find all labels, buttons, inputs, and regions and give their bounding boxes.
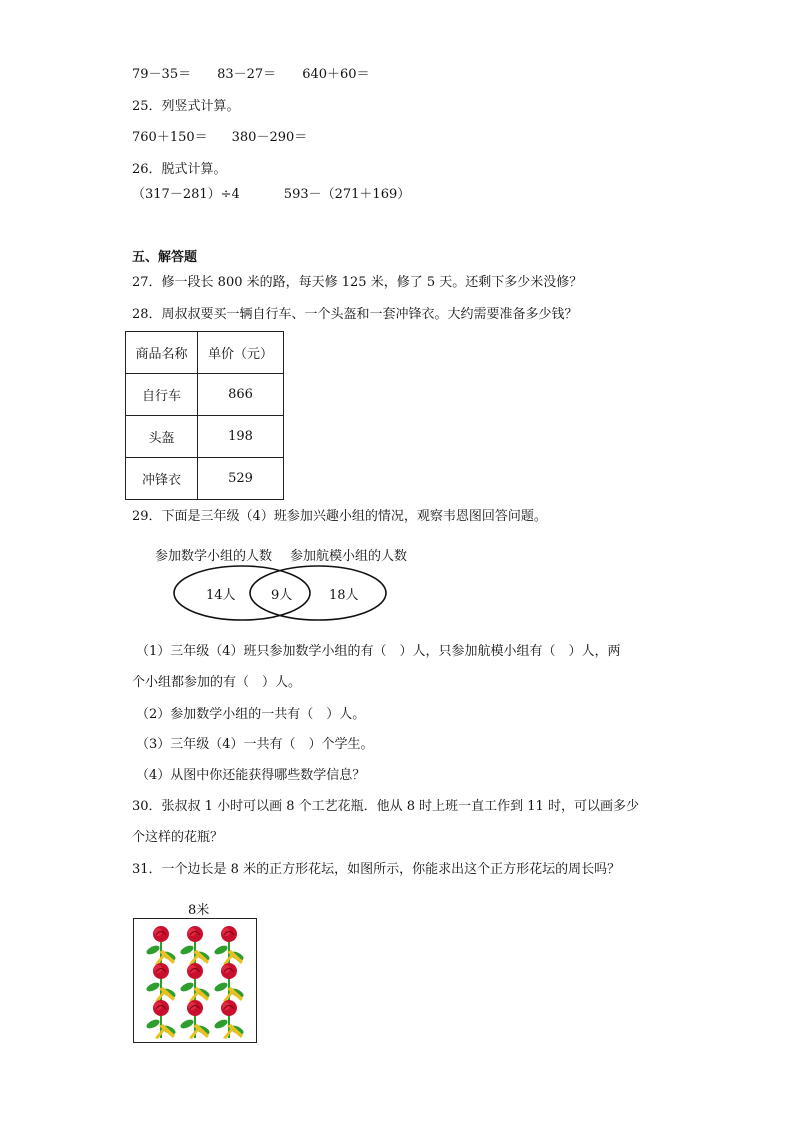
q26-expr-2: 593－（271＋169）: [283, 187, 411, 202]
venn-label-math: 参加数学小组的人数: [155, 549, 273, 564]
q26-expr-1: （317－281）÷4: [132, 187, 240, 202]
q25-calc-2: 380－290＝: [231, 130, 308, 145]
rose-icon: [213, 1000, 245, 1039]
venn-math-only: 14人: [206, 588, 236, 603]
q29-part4: （4）从图中你还能获得哪些数学信息？: [136, 768, 366, 783]
q31-text: 31．一个边长是 8 米的正方形花坛，如图所示，你能求出这个正方形花坛的周长吗？: [132, 862, 621, 877]
rose-icon: [179, 963, 211, 1002]
q30-line1: 30．张叔叔 1 小时可以画 8 个工艺花瓶．他从 8 时上班一直工作到 11 时，可以画多少: [132, 799, 639, 814]
rose-grid: [134, 919, 256, 1042]
table-cell-price: 529: [198, 458, 284, 500]
q25-title: 25．列竖式计算。: [132, 99, 240, 114]
q26-title: 26．脱式计算。: [132, 162, 227, 177]
calc-2: 83－27＝: [217, 67, 277, 82]
venn-model-only: 18人: [329, 588, 359, 603]
q27-text: 27．修一段长 800 米的路，每天修 125 米，修了 5 天。还剩下多少米没修？: [132, 275, 583, 290]
calc-1: 79－35＝: [132, 67, 192, 82]
rose-icon: [179, 1000, 211, 1039]
table-cell-price: 198: [198, 416, 284, 458]
square-side-label: 8米: [188, 903, 210, 918]
q29-part3: （3）三年级（4）一共有（ ）个学生。: [136, 737, 374, 752]
table-row: [126, 374, 284, 416]
rose-icon: [179, 926, 211, 965]
rose-icon: [145, 963, 177, 1002]
rose-icon: [213, 963, 245, 1002]
table-header-row: [126, 332, 284, 374]
q30-line2: 个这样的花瓶？: [132, 830, 224, 845]
table-cell-name: 自行车: [126, 374, 198, 416]
q26-row: [132, 186, 410, 204]
table-cell-name: 冲锋衣: [126, 458, 198, 500]
q28-text: 28．周叔叔要买一辆自行车、一个头盔和一套冲锋衣。大约需要准备多少钱？: [132, 307, 578, 322]
rose-icon: [145, 1000, 177, 1039]
rose-icon: [145, 926, 177, 965]
q29-part1-line1: （1）三年级（4）班只参加数学小组的有（ ）人，只参加航模小组有（ ）人，两: [136, 644, 621, 659]
calc-3: 640＋60＝: [302, 67, 370, 82]
q29-title: 29．下面是三年级（4）班参加兴趣小组的情况，观察韦恩图回答问题。: [132, 509, 547, 524]
table-row: [126, 458, 284, 500]
q29-part2: （2）参加数学小组的一共有（ ）人。: [136, 707, 366, 722]
table-header-name: 商品名称: [126, 332, 198, 374]
table-cell-name: 头盔: [126, 416, 198, 458]
section-title: 五、解答题: [132, 250, 198, 265]
price-table: [125, 331, 284, 500]
calc-row-1: [132, 66, 370, 84]
table-header-price: 单价（元）: [198, 332, 284, 374]
square-flower-bed: [133, 918, 257, 1043]
rose-icon: [213, 926, 245, 965]
venn-both: 9人: [271, 588, 293, 603]
table-cell-price: 866: [198, 374, 284, 416]
q25-row: [132, 129, 307, 147]
table-row: [126, 416, 284, 458]
q25-calc-1: 760＋150＝: [132, 130, 208, 145]
q29-part1-line2: 个小组都参加的有（ ）人。: [132, 675, 302, 690]
venn-label-model: 参加航模小组的人数: [290, 549, 408, 564]
